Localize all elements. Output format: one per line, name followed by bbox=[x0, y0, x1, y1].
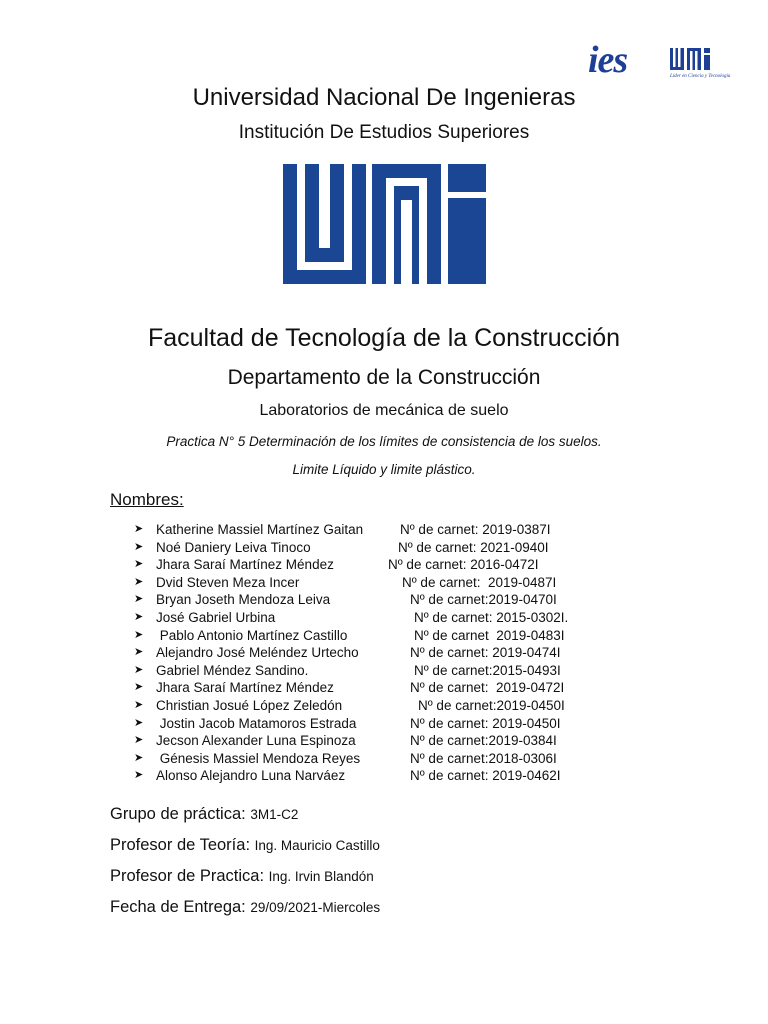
arrow-bullet-icon: ➤ bbox=[134, 734, 144, 747]
arrow-bullet-icon: ➤ bbox=[134, 523, 144, 535]
student-carnet: Nº de carnet:2015-0493I bbox=[414, 662, 561, 678]
delivery-date-value: 29/09/2021-Miercoles bbox=[250, 900, 381, 915]
arrow-bullet-icon: ➤ bbox=[134, 681, 144, 694]
arrow-bullet-icon: ➤ bbox=[134, 698, 144, 711]
names-label: Nombres: bbox=[110, 490, 184, 509]
arrow-bullet-icon: ➤ bbox=[134, 628, 144, 641]
student-name: José Gabriel Urbina bbox=[156, 609, 276, 625]
ies-motto: Líder en Ciencia y Tecnología bbox=[670, 74, 731, 79]
uni-small-logo-icon bbox=[668, 46, 718, 72]
student-name: Jhara Saraí Martínez Méndez bbox=[156, 557, 334, 573]
arrow-bullet-icon: ➤ bbox=[134, 540, 144, 553]
student-carnet: Nº de carnet:2019-0450I bbox=[418, 697, 565, 713]
arrow-bullet-icon: ➤ bbox=[134, 610, 144, 623]
practice-professor-row bbox=[110, 867, 374, 886]
student-name: Jostin Jacob Matamoros Estrada bbox=[156, 715, 357, 731]
group-row bbox=[110, 805, 298, 824]
student-carnet: Nº de carnet: 2015-0302I. bbox=[414, 609, 569, 625]
arrow-bullet-icon: ➤ bbox=[134, 663, 144, 676]
student-carnet: Nº de carnet 2019-0483I bbox=[414, 627, 565, 643]
student-carnet: Nº de carnet:2019-0384I bbox=[410, 733, 557, 749]
student-name: Noé Daniery Leiva Tinoco bbox=[156, 539, 311, 555]
theory-professor-label: Profesor de Teoría: bbox=[110, 836, 255, 854]
uni-logo-icon bbox=[283, 164, 486, 284]
student-name: Gabriel Méndez Sandino. bbox=[156, 662, 309, 678]
lab-title: Laboratorios de mecánica de suelo bbox=[259, 402, 509, 419]
student-name: Pablo Antonio Martínez Castillo bbox=[156, 627, 348, 643]
student-name: Christian Josué López Zeledón bbox=[156, 697, 343, 713]
group-value: 3M1-C2 bbox=[250, 807, 299, 822]
department-title: Departamento de la Construcción bbox=[227, 366, 541, 389]
arrow-bullet-icon: ➤ bbox=[134, 558, 144, 571]
student-carnet: Nº de carnet: 2019-0472I bbox=[410, 680, 565, 696]
faculty-title: Facultad de Tecnología de la Construcción bbox=[147, 324, 621, 352]
delivery-date-label: Fecha de Entrega: bbox=[110, 898, 251, 916]
student-carnet: Nº de carnet: 2019-0474I bbox=[410, 645, 561, 661]
student-name: Jhara Saraí Martínez Méndez bbox=[156, 680, 334, 696]
student-name: Alonso Alejandro Luna Narváez bbox=[156, 768, 346, 784]
student-carnet: Nº de carnet:2018-0306I bbox=[410, 750, 557, 766]
delivery-date-row bbox=[110, 898, 380, 917]
group-label: Grupo de práctica: bbox=[110, 805, 251, 823]
student-carnet: Nº de carnet: 2016-0472I bbox=[388, 557, 539, 573]
ies-logo-text: ies bbox=[588, 39, 628, 81]
theory-professor-value: Ing. Mauricio Castillo bbox=[254, 838, 380, 853]
arrow-bullet-icon: ➤ bbox=[134, 769, 144, 782]
student-name: Bryan Joseth Mendoza Leiva bbox=[156, 592, 331, 608]
institution-title: Institución De Estudios Superiores bbox=[238, 122, 530, 143]
arrow-bullet-icon: ➤ bbox=[134, 575, 144, 588]
student-name: Jecson Alexander Luna Espinoza bbox=[156, 733, 356, 749]
student-carnet: Nº de carnet:2019-0470I bbox=[410, 592, 557, 608]
student-carnet: Nº de carnet: 2019-0450I bbox=[410, 715, 561, 731]
limits-subtitle: Limite Líquido y limite plástico. bbox=[292, 462, 476, 477]
arrow-bullet-icon: ➤ bbox=[134, 646, 144, 659]
student-name: Dvid Steven Meza Incer bbox=[156, 574, 300, 590]
arrow-bullet-icon: ➤ bbox=[134, 716, 144, 729]
student-carnet: Nº de carnet: 2019-0387I bbox=[400, 522, 551, 537]
practice-professor-label: Profesor de Practica: bbox=[110, 867, 269, 885]
practice-professor-value: Ing. Irvin Blandón bbox=[268, 869, 374, 884]
student-name: Alejandro José Meléndez Urtecho bbox=[156, 645, 359, 661]
ies-uni-logo bbox=[588, 38, 738, 88]
student-name: Génesis Massiel Mendoza Reyes bbox=[156, 750, 361, 766]
student-name: Katherine Massiel Martínez Gaitan bbox=[156, 522, 364, 537]
arrow-bullet-icon: ➤ bbox=[134, 751, 144, 764]
student-carnet: Nº de carnet: 2019-0487I bbox=[402, 574, 557, 590]
practice-title: Practica N° 5 Determinación de los límites de consistencia de los suelos. bbox=[166, 434, 602, 449]
theory-professor-row bbox=[110, 836, 380, 855]
student-carnet: Nº de carnet: 2021-0940I bbox=[398, 539, 549, 555]
arrow-bullet-icon: ➤ bbox=[134, 593, 144, 606]
university-title: Universidad Nacional De Ingenieras bbox=[192, 84, 576, 111]
student-carnet: Nº de carnet: 2019-0462I bbox=[410, 768, 561, 784]
